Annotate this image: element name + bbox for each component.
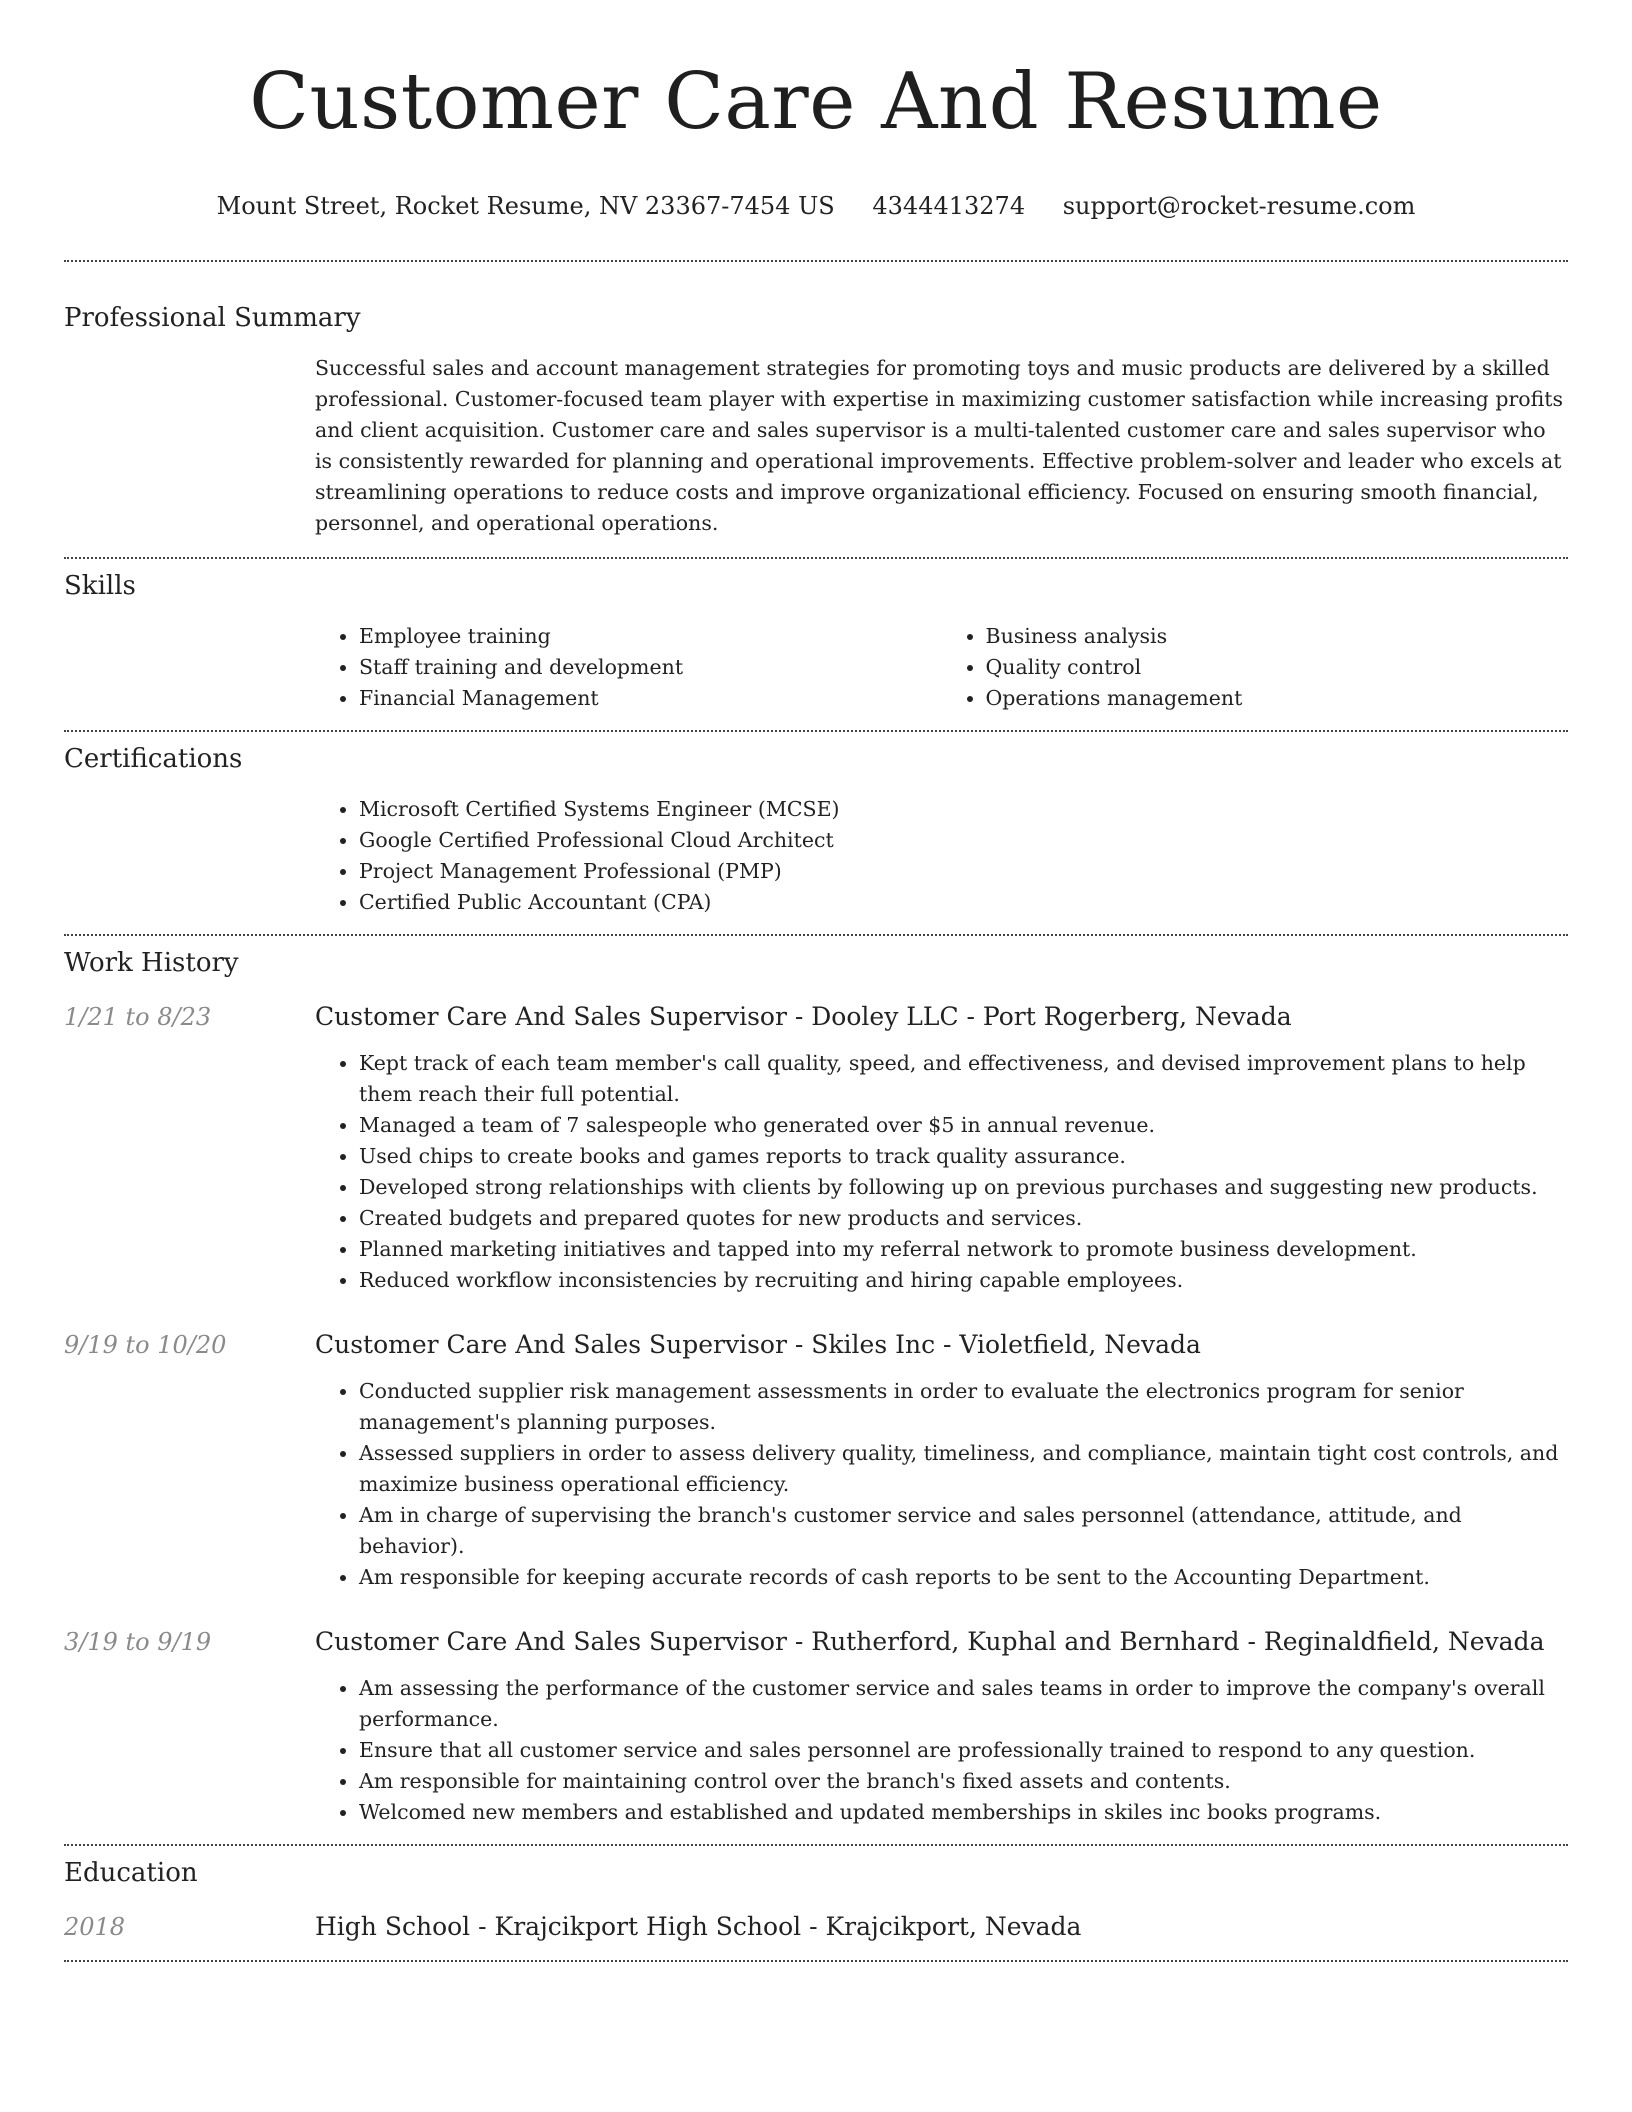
job-entry — [64, 1328, 1568, 1593]
job-date: 3/19 to 9/19 — [64, 1628, 212, 1656]
job-date: 1/21 to 8/23 — [64, 1003, 212, 1031]
list-item: • Managed a team of 7 salespeople who generated over $5 in annual revenue. — [359, 1110, 1568, 1141]
list-item: • Developed strong relationships with clients by following up on previous purchases and suggesting new products. — [359, 1172, 1568, 1203]
section-title-work-history: Work History — [64, 948, 239, 978]
skills-left-list — [315, 621, 942, 714]
education-entry — [64, 1910, 1568, 1944]
summary-text: Successful sales and account management strategies for promoting toys and music products are delivered by a skilled professional. Customer-focused team player with expertise in maximizing customer satisfaction while increasing profits and client acquisition. Customer care and sales supervisor is a multi-talented customer care and sales supervisor who is consistently rewarded for planning and operational improvements. Effective problem-solver and leader who excels at streamlining operations to reduce costs and improve organizational efficiency. Focused on ensuring smooth financial, personnel, and operational operations. — [315, 356, 1564, 535]
list-item: • Created budgets and prepared quotes for new products and services. — [359, 1203, 1568, 1234]
section-title-skills: Skills — [64, 571, 136, 601]
certifications-body — [315, 794, 1568, 918]
list-item: • Planned marketing initiatives and tapped into my referral network to promote business development. — [359, 1234, 1568, 1265]
job-entry — [64, 1000, 1568, 1296]
job-bullets — [315, 1048, 1568, 1296]
job-heading: Customer Care And Sales Supervisor - Skiles Inc - Violetfield, Nevada — [315, 1330, 1201, 1359]
job-heading: Customer Care And Sales Supervisor - Rutherford, Kuphal and Bernhard - Reginaldfield, Nevada — [315, 1627, 1545, 1656]
skills-grid — [315, 621, 1568, 714]
contact-email: support@rocket-resume.com — [1062, 192, 1416, 220]
list-item: • Financial Management — [359, 683, 942, 714]
section-title-education: Education — [64, 1858, 198, 1888]
job-heading: Customer Care And Sales Supervisor - Dooley LLC - Port Rogerberg, Nevada — [315, 1002, 1292, 1031]
list-item: • Quality control — [986, 652, 1569, 683]
list-item: • Am assessing the performance of the customer service and sales teams in order to improve the company's overall performance. — [359, 1673, 1568, 1735]
list-item: • Assessed suppliers in order to assess delivery quality, timeliness, and compliance, maintain tight cost controls, and maximize business operational efficiency. — [359, 1438, 1568, 1500]
divider — [64, 730, 1568, 732]
resume-name: Customer Care And Resume — [249, 57, 1383, 147]
summary-body — [315, 353, 1568, 539]
list-item: • Staff training and development — [359, 652, 942, 683]
work-history-section — [64, 946, 1568, 1828]
job-bullet-list — [315, 1376, 1568, 1593]
job-bullet-list — [315, 1048, 1568, 1296]
list-item: • Operations management — [986, 683, 1569, 714]
divider — [64, 557, 1568, 559]
divider — [64, 1844, 1568, 1846]
list-item: • Ensure that all customer service and sales personnel are professionally trained to respond to any question. — [359, 1735, 1568, 1766]
job-bullets — [315, 1673, 1568, 1828]
list-item: • Am in charge of supervising the branch's customer service and sales personnel (attendance, attitude, and behavior). — [359, 1500, 1568, 1562]
list-item: • Am responsible for keeping accurate records of cash reports to be sent to the Accounting Department. — [359, 1562, 1568, 1593]
job-bullet-list — [315, 1673, 1568, 1828]
list-item: • Project Management Professional (PMP) — [359, 856, 1568, 887]
list-item: • Google Certified Professional Cloud Architect — [359, 825, 1568, 856]
contact-address: Mount Street, Rocket Resume, NV 23367-7454 US — [216, 192, 835, 220]
certifications-list — [315, 794, 1568, 918]
list-item: • Reduced workflow inconsistencies by recruiting and hiring capable employees. — [359, 1265, 1568, 1296]
section-title-summary: Professional Summary — [64, 303, 361, 333]
list-item: • Am responsible for maintaining control over the branch's fixed assets and contents. — [359, 1766, 1568, 1797]
job-entry — [64, 1625, 1568, 1828]
skills-right-list — [942, 621, 1569, 714]
education-section — [64, 1856, 1568, 1944]
list-item: • Kept track of each team member's call quality, speed, and effectiveness, and devised improvement plans to help them reach their full potential. — [359, 1048, 1568, 1110]
list-item: • Certified Public Accountant (CPA) — [359, 887, 1568, 918]
divider — [64, 1960, 1568, 1962]
summary-section — [64, 301, 1568, 539]
certifications-section — [64, 742, 1568, 918]
contact-phone: 4344413274 — [872, 192, 1026, 220]
education-date: 2018 — [64, 1913, 126, 1941]
job-date: 9/19 to 10/20 — [64, 1331, 227, 1359]
job-bullets — [315, 1376, 1568, 1593]
divider — [64, 934, 1568, 936]
list-item: • Conducted supplier risk management assessments in order to evaluate the electronics program for senior management's planning purposes. — [359, 1376, 1568, 1438]
skills-section — [64, 569, 1568, 714]
list-item: • Business analysis — [986, 621, 1569, 652]
list-item: • Used chips to create books and games reports to track quality assurance. — [359, 1141, 1568, 1172]
list-item: • Welcomed new members and established and updated memberships in skiles inc books programs. — [359, 1797, 1568, 1828]
section-title-certifications: Certifications — [64, 744, 243, 774]
education-heading: High School - Krajcikport High School - Krajcikport, Nevada — [315, 1912, 1082, 1941]
job-header — [64, 1625, 1568, 1659]
list-item: • Microsoft Certified Systems Engineer (MCSE) — [359, 794, 1568, 825]
job-header — [64, 1000, 1568, 1034]
divider — [64, 260, 1568, 262]
contact-line — [64, 190, 1568, 222]
list-item: • Employee training — [359, 621, 942, 652]
job-header — [64, 1328, 1568, 1362]
